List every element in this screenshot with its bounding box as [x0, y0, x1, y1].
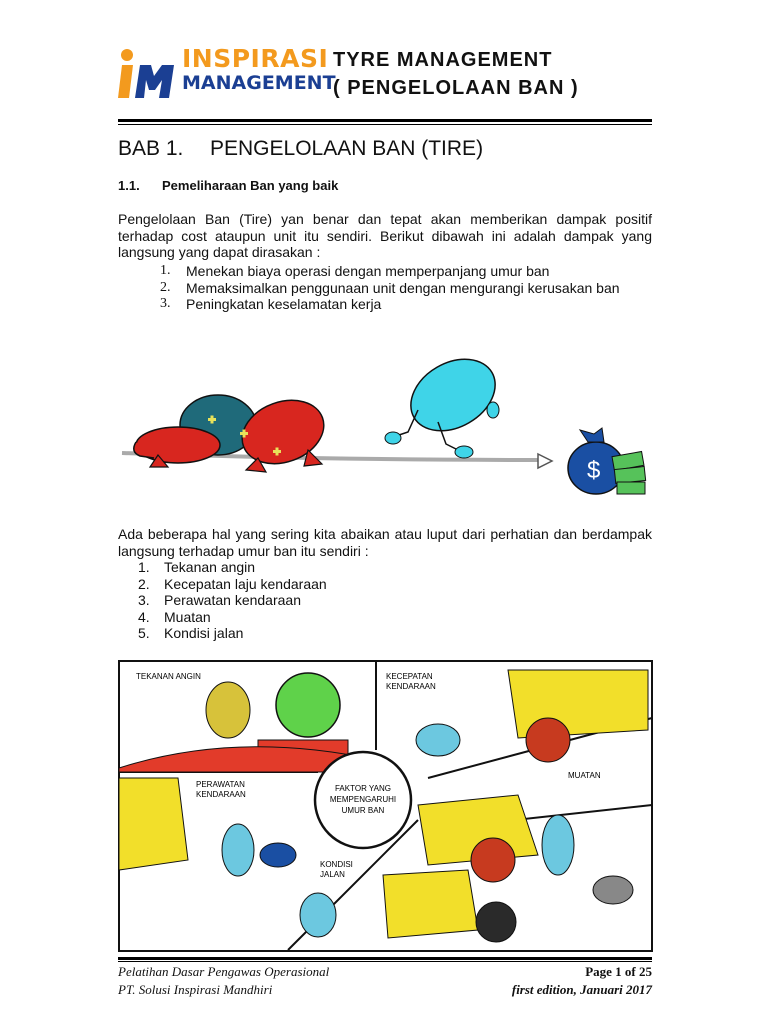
center-label-line2: MEMPENGARUHI: [329, 795, 397, 804]
benefit-list: [160, 263, 652, 313]
footer-rule: [118, 957, 652, 960]
list-text: Perawatan kendaraan: [164, 592, 301, 608]
logo-mark-icon: [118, 48, 178, 100]
footer-company: PT. Solusi Inspirasi Mandhiri: [118, 982, 273, 997]
chapter-title: PENGELOLAAN BAN (TIRE): [210, 137, 484, 160]
center-label-line3: UMUR BAN: [341, 806, 385, 815]
list-item: [138, 576, 438, 593]
running-tire-icon: [385, 350, 508, 458]
header-rule: [118, 119, 652, 122]
list-number: 3.: [160, 296, 171, 311]
money-bag-icon: [568, 428, 646, 494]
list-item: [138, 592, 438, 609]
chapter-number: BAB 1.: [118, 137, 184, 160]
list-item: [138, 559, 438, 576]
chapter-heading: [118, 136, 483, 162]
list-text: Kecepatan laju kendaraan: [164, 575, 327, 592]
list-text: Kondisi jalan: [164, 625, 244, 641]
svg-text:$: $: [587, 457, 601, 484]
header-rule-thin: [118, 124, 652, 125]
list-text: Menekan biaya operasi dengan memperpanjang umur ban: [186, 263, 550, 279]
factors-paragraph: Ada beberapa hal yang sering kita abaikan atau luput dari perhatian dan berdampak langsung terhadap umur ban itu sendiri :: [118, 526, 652, 559]
list-text: Tekanan angin: [164, 559, 256, 575]
list-number: 4.: [138, 608, 150, 625]
section-number: 1.1.: [118, 178, 140, 193]
list-number: 2.: [160, 279, 171, 295]
list-number: 1.: [138, 559, 150, 575]
label-kecepatan: KECEPATAN: [386, 672, 433, 681]
label-perawatan: PERAWATAN: [196, 780, 245, 789]
list-number: 3.: [138, 592, 150, 608]
list-number: 5.: [138, 625, 150, 641]
header-title: TYRE MANAGEMENT: [333, 49, 553, 71]
logo-text-top: INSPIRASI: [182, 44, 329, 73]
list-item: [138, 625, 438, 642]
label-tekanan-angin: TEKANAN ANGIN: [136, 672, 201, 681]
center-label-line1: FAKTOR YANG: [334, 784, 392, 793]
list-item: [160, 280, 652, 297]
logo-text-bottom: MANAGEMENT: [182, 72, 336, 94]
list-item: [160, 263, 652, 280]
header-subtitle: ( PENGELOLAAN BAN ): [333, 77, 579, 99]
list-text: Peningkatan keselamatan kerja: [186, 296, 382, 312]
footer-edition: first edition, Januari 2017: [511, 982, 652, 997]
label-kondisi: KONDISI: [320, 860, 353, 869]
label-perawatan-kendaraan: KENDARAAN: [196, 790, 246, 799]
list-text: Muatan: [164, 608, 211, 625]
label-kendaraan: KENDARAAN: [386, 682, 436, 691]
list-text: Memaksimalkan penggunaan unit dengan mengurangi kerusakan ban: [186, 279, 620, 296]
list-item: [160, 296, 652, 313]
damaged-tires-icon: [134, 389, 333, 474]
page-number: Page 1 of 25: [585, 964, 652, 979]
label-muatan: MUATAN: [568, 771, 601, 780]
center-circle: [315, 752, 411, 848]
list-number: 2.: [138, 575, 150, 592]
factors-diagram: [118, 660, 653, 952]
footer-rule-thin: [118, 961, 652, 962]
list-number: 1.: [160, 263, 171, 278]
tire-cost-illustration: [118, 350, 653, 510]
section-title: Pemeliharaan Ban yang baik: [162, 178, 339, 193]
list-item: [138, 609, 438, 626]
intro-paragraph: Pengelolaan Ban (Tire) yan benar dan tepat akan memberikan dampak positif terhadap cost ataupun unit itu sendiri. Berikut dibawah ini adalah dampak yang langsung yang dapat dirasakan :: [118, 211, 652, 260]
section-heading: [118, 178, 338, 194]
company-logo: [118, 44, 336, 100]
footer-course: Pelatihan Dasar Pengawas Operasional: [118, 964, 330, 979]
label-jalan: JALAN: [320, 870, 345, 879]
factor-list: [138, 559, 438, 642]
